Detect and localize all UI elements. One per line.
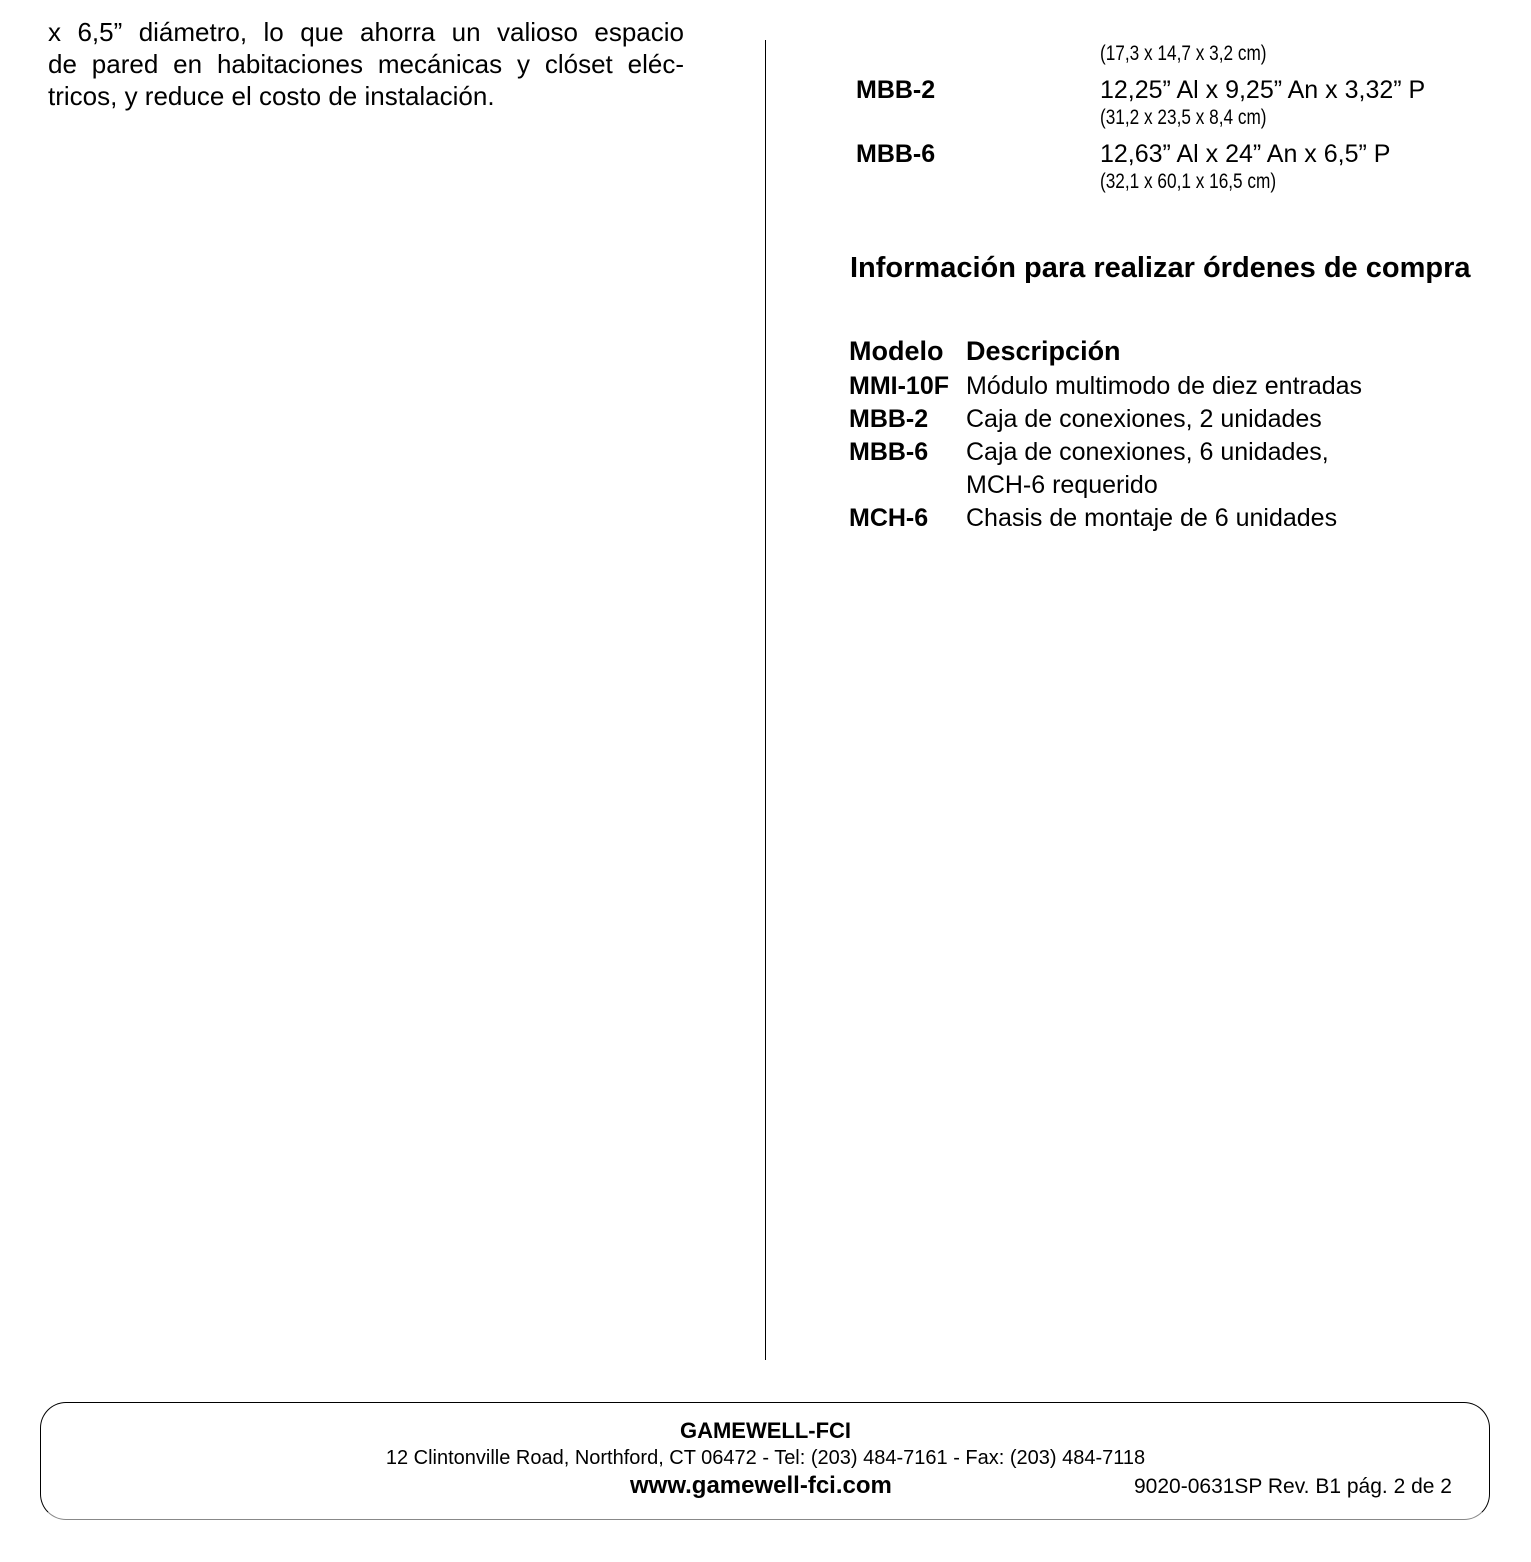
row-description: Caja de conexiones, 2 unidades (966, 405, 1322, 433)
footer-doc-reference: 9020-0631SP Rev. B1 pág. 2 de 2 (1134, 1475, 1452, 1498)
footer-address: 12 Clintonville Road, Northford, CT 06472 - Tel: (203) 484-7161 - Fax: (203) 484-7118 (385, 1447, 1146, 1469)
row-model: MCH-6 (849, 504, 929, 532)
paragraph-line-1: x 6,5” diámetro, lo que ahorra un valioso espacio (48, 17, 684, 47)
paragraph-line-3: tricos, y reduce el costo de instalación. (48, 81, 495, 111)
ordering-section-title: Información para realizar órdenes de compra (850, 252, 1471, 284)
row-model: MBB-6 (849, 438, 929, 466)
dimension-metric: (17,3 x 14,7 x 3,2 cm) (1100, 42, 1267, 65)
paragraph-line-2: de pared en habitaciones mecánicas y clóset eléc- (48, 49, 684, 79)
dimension-metric: (32,1 x 60,1 x 16,5 cm) (1100, 170, 1277, 193)
footer-company: GAMEWELL-FCI (679, 1418, 852, 1443)
dimension-metric: (31,2 x 23,5 x 8,4 cm) (1100, 106, 1267, 129)
row-description: Chasis de montaje de 6 unidades (966, 504, 1338, 532)
footer-website-link[interactable]: www.gamewell-fci.com (630, 1472, 892, 1499)
header-description: Descripción (966, 336, 1121, 366)
header-model: Modelo (849, 336, 944, 366)
row-description: MCH-6 requerido (966, 471, 1158, 499)
row-model: MBB-2 (849, 405, 929, 433)
body-paragraph (48, 16, 684, 112)
row-description: Caja de conexiones, 6 unidades, (966, 438, 1329, 466)
dimension-model: MBB-6 (856, 140, 936, 168)
dimension-model: MBB-2 (856, 76, 936, 104)
row-description: Módulo multimodo de diez entradas (966, 372, 1363, 400)
dimension-imperial: 12,63” Al x 24” An x 6,5” P (1100, 140, 1391, 168)
column-divider (765, 40, 766, 1360)
left-column-text (48, 16, 684, 112)
row-model: MMI-10F (849, 372, 949, 400)
dimension-imperial: 12,25” Al x 9,25” An x 3,32” P (1100, 76, 1426, 104)
